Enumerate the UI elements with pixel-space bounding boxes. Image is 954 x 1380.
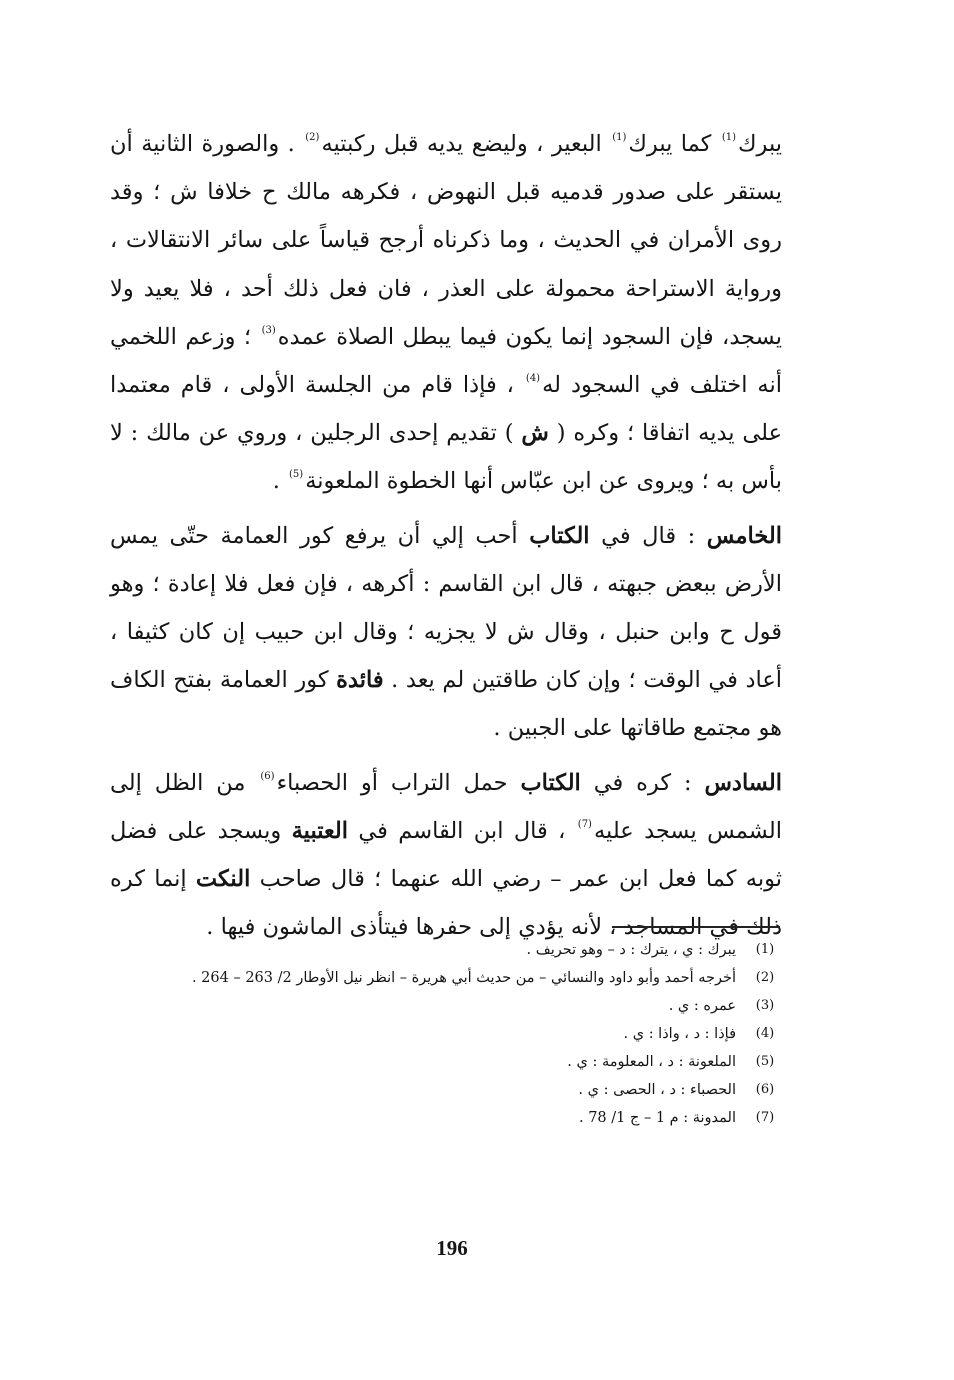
footnote [120, 992, 780, 1020]
bold-term: النكت [195, 866, 251, 893]
page-number: 196 [436, 1236, 468, 1260]
paragraph [110, 759, 782, 952]
text-run: ويسجد على فضل ثوبه كما فعل ابن عمر – رضي الله عنهما ؛ قال صاحب [110, 817, 782, 893]
bold-term: ش [521, 420, 549, 447]
footnotes-list [120, 936, 780, 1132]
footnote-number: (5) [755, 1054, 775, 1069]
footnote-text: الحصباء : د ، الحصى : ي . [578, 1082, 736, 1098]
text-run: كور العمامة بفتح الكاف هو مجتمع طاقاتها على الجبين . [110, 667, 782, 742]
footnote-number: (2) [755, 970, 775, 985]
footnote-number: (7) [755, 1110, 775, 1125]
paragraph [110, 120, 782, 506]
text-run: ، فإذا قام من الجلسة الأولى ، قام معتمدا على يديه اتفاقا ؛ وكره ( [110, 372, 783, 447]
footnote-number: (6) [755, 1082, 775, 1097]
text-run: من الظل إلى الشمس يسجد عليه [110, 769, 782, 844]
footnote [120, 936, 780, 964]
text-run: ؛ وزعم اللخمي أنه اختلف في السجود له [110, 323, 783, 399]
footnote-reference: (5) [289, 469, 304, 481]
footnote-reference: (7) [577, 818, 592, 830]
footnote-reference: (1) [721, 132, 736, 143]
text-run: ، قال ابن القاسم في [348, 817, 576, 844]
footnote [120, 1020, 780, 1048]
bold-term: العتبية [291, 817, 348, 844]
text-run: . [272, 468, 288, 495]
footnote-number: (3) [755, 998, 775, 1013]
footnote-text: يبرك : ي ، يترك : د – وهو تحريف . [526, 942, 736, 958]
footnote-reference: (4) [525, 373, 541, 385]
footnote-reference: (1) [612, 132, 627, 143]
text-run: أحب إلي أن يرفع كور العمامة حتّى يمس الأرض ببعض جبهته ، قال ابن القاسم : أكرهه ، فإن فعل فلا إعادة ؛ وهو قول ح وابن حنبل ، وقال ش لا يجزيه ؛ وقال ابن حبيب إن كان كثيفا ، أعاد في الوقت ؛ وإن كان طاقتين لم يعد . [110, 522, 782, 694]
text-run: كما يبرك [628, 131, 720, 157]
footnote [120, 1048, 780, 1076]
footnote-text: المدونة : م 1 – ج 1/ 78 . [578, 1110, 736, 1126]
footnote-text: الملعونة : د ، المعلومة : ي . [567, 1054, 736, 1070]
footnote-text: أخرجه أحمد وأبو داود والنسائي – من حديث أبي هريرة – انظر نيل الأوطار 2/ 263 – 264 . [191, 970, 736, 986]
bold-term: السادس [704, 769, 782, 796]
bold-term: الكتاب [529, 522, 590, 549]
text-run: : كره في [580, 769, 705, 796]
text-run: ) تقديم إحدى الرجلين ، وروي عن مالك : لا بأس به ؛ ويروى عن ابن عبّاس أنها الخطوة الملعونة [110, 420, 782, 495]
footnote [120, 1076, 780, 1104]
footnote-reference: (2) [305, 132, 320, 143]
footnote [120, 964, 780, 992]
paragraph [110, 512, 782, 753]
text-run: يبرك [737, 131, 782, 157]
footnote-text: فإذا : د ، واذا : ي . [623, 1026, 736, 1042]
bold-term: الخامس [706, 522, 782, 549]
footnote-text: عمره : ي . [668, 998, 736, 1014]
footnote [120, 1104, 780, 1132]
footnote-reference: (3) [261, 324, 276, 336]
text-run: . والصورة الثانية أن يستقر على صدور قدميه قبل النهوض ، فكرهه مالك ح خلافا ش ؛ وقد روى الأمران في الحديث ، وما ذكرناه أرجح قياساً على سائر الانتقالات ، ورواية الاستراحة محمولة على العذر ، فان فعل ذلك أحد ، فلا يعيد ولا يسجد، فإن السجود إنما يكون فيما يبطل الصلاة عمده [110, 131, 782, 350]
footnote-reference: (6) [260, 770, 275, 782]
text-run: : قال في [589, 522, 707, 549]
text-run: حمل التراب أو الحصباء [276, 769, 521, 796]
bold-term: فائدة [336, 667, 384, 694]
bold-term: الكتاب [520, 769, 581, 796]
text-run: إنما كره ذلك في المساجد ، لأنه يؤدي إلى حفرها فيتأذى الماشون فيها . [110, 866, 782, 941]
footnote-number: (1) [755, 942, 775, 957]
footnote-divider [612, 926, 780, 928]
footnote-number: (4) [755, 1026, 775, 1041]
main-text [110, 120, 782, 951]
text-run: البعير ، وليضع يديه قبل ركبتيه [321, 131, 611, 157]
